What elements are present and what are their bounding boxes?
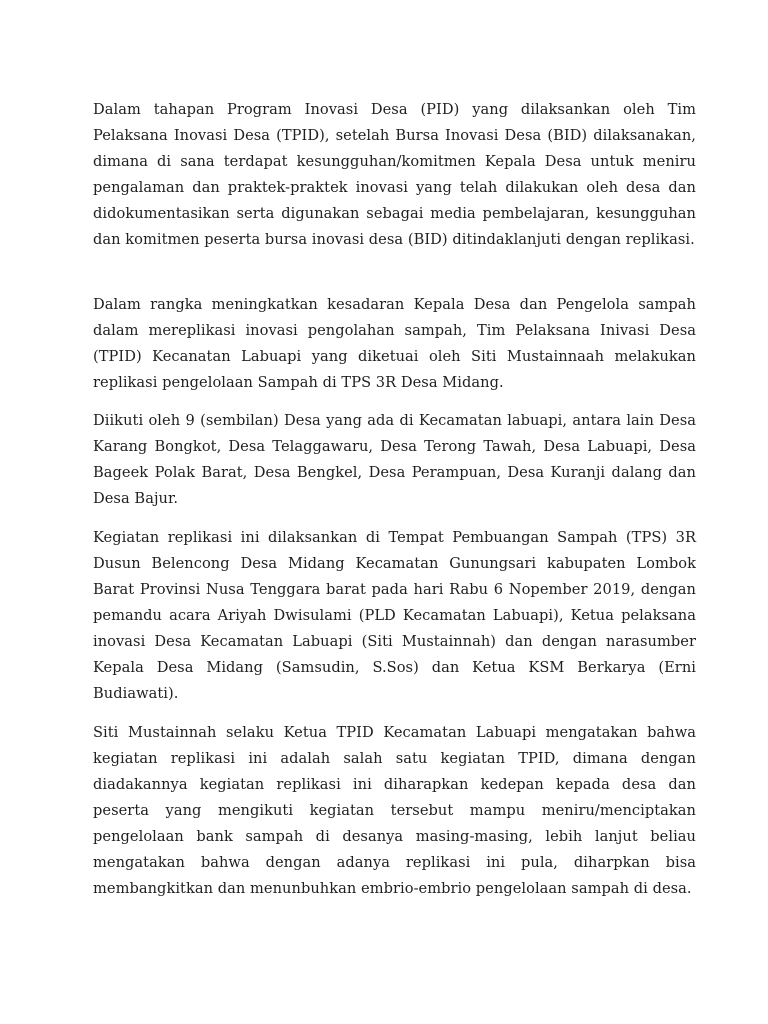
paragraph-2: Dalam rangka meningkatkan kesadaran Kepala Desa dan Pengelola sampah dalam mereplikasi inovasi pengolahan sampah, Tim Pelaksana Inivasi Desa (TPID) Kecanatan Labuapi yang diketuai oleh Siti Mustainnaah melakukan replikasi pengelolaan Sampah di TPS 3R Desa Midang. — [93, 296, 696, 391]
paragraph-4: Kegiatan replikasi ini dilaksankan di Tempat Pembuangan Sampah (TPS) 3R Dusun Belencong Desa Midang Kecamatan Gunungsari kabupaten Lombok Barat Provinsi Nusa Tenggara barat pada hari Rabu 6 Nopember 2019, dengan pemandu acara Ariyah Dwisulami (PLD Kecamatan Labuapi), Ketua pelaksana inovasi Desa Kecamatan Labuapi (Siti Mustainnah) dan dengan narasumber Kepala Desa Midang (Samsudin, S.Sos) dan Ketua KSM Berkarya (Erni Budiawati). — [93, 529, 696, 702]
paragraph-3: Diikuti oleh 9 (sembilan) Desa yang ada di Kecamatan labuapi, antara lain Desa Karang Bongkot, Desa Telaggawaru, Desa Terong Tawah, Desa Labuapi, Desa Bageek Polak Barat, Desa Bengkel, Desa Perampuan, Desa Kuranji dalang dan Desa Bajur. — [93, 412, 696, 507]
paragraph-5: Siti Mustainnah selaku Ketua TPID Kecamatan Labuapi mengatakan bahwa kegiatan replikasi ini adalah salah satu kegiatan TPID, dimana dengan diadakannya kegiatan replikasi ini diharapkan kedepan kepada desa dan peserta yang mengikuti kegiatan tersebut mampu meniru/menciptakan pengelolaan bank sampah di desanya masing-masing, lebih lanjut beliau mengatakan bahwa dengan adanya replikasi ini pula, diharpkan bisa membangkitkan dan menunbuhkan embrio-embrio pengelolaan sampah di desa. — [93, 724, 696, 897]
paragraph-1: Dalam tahapan Program Inovasi Desa (PID) yang dilaksankan oleh Tim Pelaksana Inovasi Desa (TPID), setelah Bursa Inovasi Desa (BID) dilaksanakan, dimana di sana terdapat kesungguhan/komitmen Kepala Desa untuk meniru pengalaman dan praktek-praktek inovasi yang telah dilakukan oleh desa dan didokumentasikan serta digunakan sebagai media pembelajaran, kesungguhan dan komitmen peserta bursa inovasi desa (BID) ditindaklanjuti dengan replikasi. — [93, 101, 696, 248]
